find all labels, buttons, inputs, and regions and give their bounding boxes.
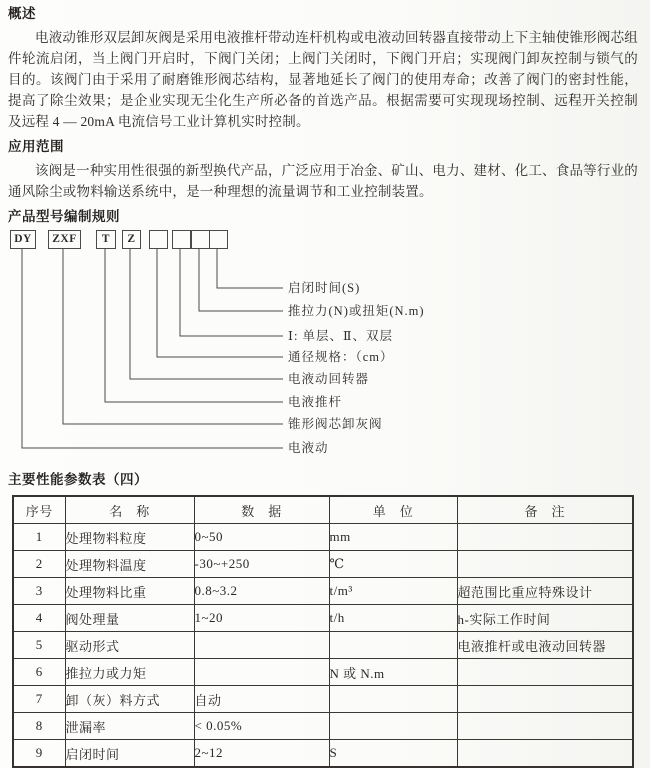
cell-no: 6 <box>13 659 65 686</box>
col-header-unit: 单 位 <box>329 496 457 524</box>
table-row <box>13 659 633 686</box>
cell-note <box>457 659 633 686</box>
cell-value: 1~20 <box>194 605 329 632</box>
cell-note <box>457 551 633 578</box>
section-title-params-table: 主要性能参数表（四） <box>8 472 148 487</box>
cell-value: 自动 <box>194 686 329 713</box>
model-code-box-dy: DY <box>10 230 36 249</box>
cell-note <box>457 713 633 740</box>
cell-note <box>457 686 633 713</box>
diagram-label-valve-type: 锥形阀芯卸灰阀 <box>288 417 383 431</box>
connector-line <box>217 249 283 288</box>
cell-name: 推拉力或力矩 <box>65 659 194 686</box>
model-number-diagram <box>8 230 638 468</box>
cell-no: 9 <box>13 740 65 768</box>
model-code-box-blank <box>149 230 168 249</box>
performance-table <box>12 495 634 768</box>
col-header-name: 名 称 <box>65 496 194 524</box>
cell-value: 0.8~3.2 <box>194 578 329 605</box>
cell-name: 启闭时间 <box>65 740 194 768</box>
cell-no: 1 <box>13 524 65 551</box>
cell-value: 2~12 <box>194 740 329 768</box>
diagram-label-diameter-spec: 通径规格：（cm） <box>288 350 394 364</box>
cell-unit: S <box>329 740 457 768</box>
connector-line <box>180 249 283 336</box>
cell-no: 4 <box>13 605 65 632</box>
cell-name: 泄漏率 <box>65 713 194 740</box>
cell-unit: N 或 N.m <box>329 659 457 686</box>
cell-unit: t/h <box>329 605 457 632</box>
diagram-label-rotary-actuator: 电液动回转器 <box>288 372 370 386</box>
cell-no: 8 <box>13 713 65 740</box>
table-row <box>13 632 633 659</box>
cell-name: 卸（灰）料方式 <box>65 686 194 713</box>
connector-line <box>199 249 283 311</box>
diagram-label-open-close-time: 启闭时间(S) <box>288 281 361 295</box>
diagram-label-force-torque: 推拉力(N)或扭矩(N.m) <box>288 304 425 318</box>
cell-name: 处理物料比重 <box>65 578 194 605</box>
cell-note <box>457 740 633 768</box>
diagram-label-layer-type: Ⅰ: 单层、Ⅱ、双层 <box>288 329 394 343</box>
cell-value: < 0.05% <box>194 713 329 740</box>
cell-value: -30~+250 <box>194 551 329 578</box>
cell-value <box>194 659 329 686</box>
diagram-label-push-rod: 电液推杆 <box>288 395 343 409</box>
application-paragraph: 该阀是一种实用性很强的新型换代产品，广泛应用于冶金、矿山、电力、建材、化工、食品等行业的通风除尘或物料输送系统中，是一种理想的流量调节和工业控制装置。 <box>8 163 638 199</box>
section-title-application: 应用范围 <box>8 139 64 154</box>
diagram-label-electro-hydraulic: 电液动 <box>288 441 329 455</box>
cell-unit: ℃ <box>329 551 457 578</box>
table-row <box>13 551 633 578</box>
table-row <box>13 605 633 632</box>
section-title-overview: 概述 <box>8 6 36 21</box>
connector-line <box>157 249 283 357</box>
col-header-no: 序号 <box>13 496 65 524</box>
cell-no: 3 <box>13 578 65 605</box>
model-code-box-blank <box>172 230 191 249</box>
col-header-value: 数 据 <box>194 496 329 524</box>
model-code-box-z: Z <box>122 230 141 249</box>
cell-unit: t/m³ <box>329 578 457 605</box>
col-header-note: 备 注 <box>457 496 633 524</box>
cell-no: 2 <box>13 551 65 578</box>
table-row <box>13 740 633 768</box>
section-title-model-rules: 产品型号编制规则 <box>8 209 120 224</box>
cell-value <box>194 632 329 659</box>
table-row <box>13 524 633 551</box>
table-row <box>13 686 633 713</box>
cell-name: 处理物料粒度 <box>65 524 194 551</box>
cell-unit: mm <box>329 524 457 551</box>
connector-line <box>22 249 283 448</box>
cell-no: 5 <box>13 632 65 659</box>
model-code-box-blank <box>191 230 210 249</box>
model-code-box-zxf: ZXF <box>48 230 81 249</box>
connector-line <box>130 249 283 379</box>
model-code-box-blank <box>209 230 228 249</box>
cell-name: 处理物料温度 <box>65 551 194 578</box>
table-row <box>13 578 633 605</box>
cell-note <box>457 524 633 551</box>
table-row <box>13 713 633 740</box>
cell-note: 超范围比重应特殊设计 <box>457 578 633 605</box>
cell-unit <box>329 632 457 659</box>
cell-note: h-实际工作时间 <box>457 605 633 632</box>
cell-note: 电液推杆或电液动回转器 <box>457 632 633 659</box>
cell-name: 驱动形式 <box>65 632 194 659</box>
model-code-box-t: T <box>96 230 116 249</box>
cell-name: 阀处理量 <box>65 605 194 632</box>
cell-value: 0~50 <box>194 524 329 551</box>
cell-unit <box>329 713 457 740</box>
cell-unit <box>329 686 457 713</box>
table-header-row <box>13 496 633 524</box>
cell-no: 7 <box>13 686 65 713</box>
overview-paragraph: 电液动锥形双层卸灰阀是采用电液推杆带动连杆机构或电液动回转器直接带动上下主轴使锥形阀芯组件轮流启闭，当上阀门开启时，下阀门关闭；上阀门关闭时，下阀门开启；实现阀门卸灰控制与锁气的目的。该阀门由于采用了耐磨锥形阀芯结构，显著地延长了阀门的使用寿命；改善了阀门的密封性能，提高了除尘效果；是企业实现无尘化生产所必备的首选产品。根据需要可实现现场控制、远程开关控制及远程 4 — 20mA 电流信号工业计算机实时控制。 <box>8 30 638 129</box>
